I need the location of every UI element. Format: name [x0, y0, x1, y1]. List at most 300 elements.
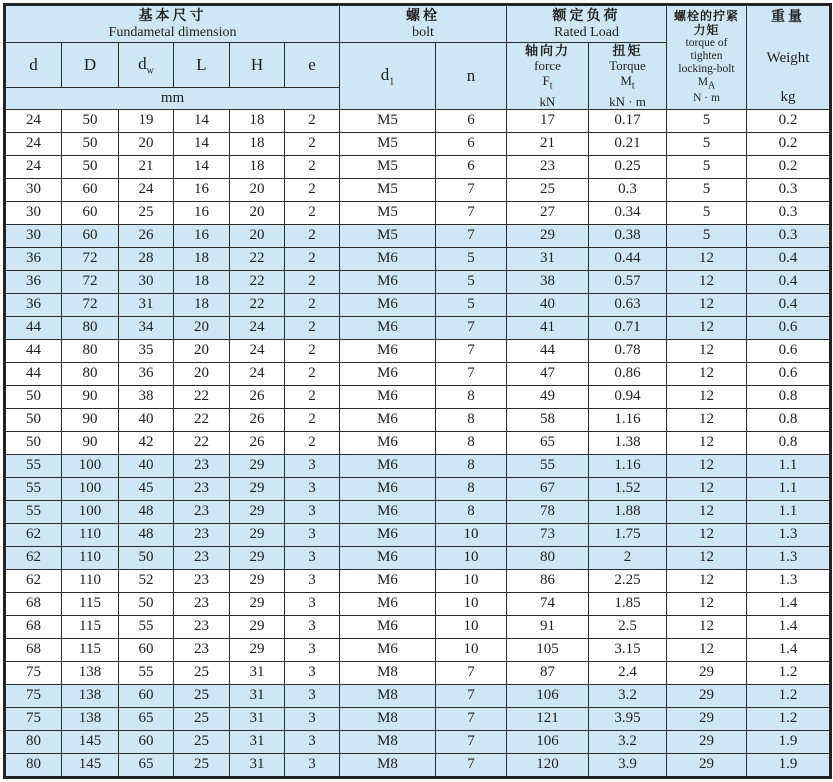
- table-cell: 31: [119, 293, 174, 316]
- table-cell: 1.85: [589, 592, 667, 615]
- table-cell: 60: [62, 178, 119, 201]
- table-cell: 48: [119, 523, 174, 546]
- header-weight-en: Weight: [766, 49, 810, 66]
- table-cell: M6: [340, 523, 436, 546]
- table-cell: 26: [230, 408, 285, 431]
- header-col-D: D: [62, 43, 119, 88]
- table-cell: 75: [5, 707, 62, 730]
- table-header: [5, 5, 831, 110]
- table-cell: 23: [174, 592, 230, 615]
- table-cell: 6: [436, 132, 507, 155]
- table-row: [5, 201, 831, 224]
- table-cell: 3: [285, 615, 340, 638]
- table-cell: 55: [119, 661, 174, 684]
- table-cell: 50: [5, 408, 62, 431]
- table-cell: 18: [174, 270, 230, 293]
- header-locking-torque-en-3: locking-bolt: [678, 63, 735, 76]
- table-row: [5, 569, 831, 592]
- table-cell: 5: [436, 270, 507, 293]
- table-cell: 24: [230, 316, 285, 339]
- table-cell: 1.88: [589, 500, 667, 523]
- table-cell: 138: [62, 661, 119, 684]
- header-torque-symbol: $M_t$: [620, 73, 635, 92]
- table-cell: M8: [340, 684, 436, 707]
- table-cell: 49: [507, 385, 589, 408]
- table-cell: 10: [436, 523, 507, 546]
- table-cell: 22: [230, 270, 285, 293]
- table-cell: 62: [5, 569, 62, 592]
- table-cell: M5: [340, 109, 436, 132]
- table-cell: 7: [436, 753, 507, 777]
- table-cell: 120: [507, 753, 589, 777]
- table-cell: M6: [340, 339, 436, 362]
- table-cell: M6: [340, 293, 436, 316]
- table-cell: 75: [5, 661, 62, 684]
- header-col-e: e: [285, 43, 340, 88]
- table-cell: 0.3: [747, 201, 831, 224]
- header-bolt: [340, 5, 507, 43]
- table-cell: 24: [230, 339, 285, 362]
- table-cell: 8: [436, 431, 507, 454]
- table-cell: 80: [5, 753, 62, 777]
- table-cell: 29: [667, 730, 747, 753]
- table-cell: 29: [230, 569, 285, 592]
- table-cell: 16: [174, 178, 230, 201]
- table-cell: 74: [507, 592, 589, 615]
- table-cell: 58: [507, 408, 589, 431]
- table-cell: 0.8: [747, 385, 831, 408]
- table-cell: 1.9: [747, 730, 831, 753]
- header-axial-force-cn: 轴向力: [524, 43, 570, 58]
- table-cell: 60: [119, 730, 174, 753]
- header-col-H: H: [230, 43, 285, 88]
- table-cell: 44: [507, 339, 589, 362]
- table-cell: 2: [589, 546, 667, 569]
- table-cell: 0.57: [589, 270, 667, 293]
- table-cell: 12: [667, 569, 747, 592]
- table-cell: 12: [667, 477, 747, 500]
- table-row: [5, 109, 831, 132]
- table-cell: 14: [174, 109, 230, 132]
- table-cell: 31: [230, 661, 285, 684]
- table-cell: 30: [5, 178, 62, 201]
- header-bolt-en: bolt: [412, 24, 434, 40]
- table-cell: 7: [436, 224, 507, 247]
- table-cell: 50: [119, 592, 174, 615]
- table-cell: M6: [340, 500, 436, 523]
- table-cell: M6: [340, 385, 436, 408]
- table-cell: 5: [436, 247, 507, 270]
- table-cell: 50: [119, 546, 174, 569]
- table-cell: M6: [340, 270, 436, 293]
- table-row: [5, 339, 831, 362]
- table-cell: 0.3: [747, 224, 831, 247]
- table-cell: 29: [230, 523, 285, 546]
- table-cell: 26: [119, 224, 174, 247]
- table-cell: 1.9: [747, 753, 831, 777]
- header-group-row: [5, 5, 831, 43]
- header-locking-torque-en-1: torque of: [685, 37, 728, 50]
- table-cell: 0.6: [747, 316, 831, 339]
- table-cell: 1.4: [747, 638, 831, 661]
- table-cell: 47: [507, 362, 589, 385]
- header-rated-load: [507, 5, 667, 43]
- table-cell: 22: [230, 247, 285, 270]
- table-cell: 25: [174, 730, 230, 753]
- table-cell: 55: [5, 477, 62, 500]
- table-row: [5, 293, 831, 316]
- table-cell: 25: [507, 178, 589, 201]
- table-cell: 80: [62, 362, 119, 385]
- table-cell: 23: [507, 155, 589, 178]
- table-cell: 25: [174, 684, 230, 707]
- table-cell: 1.1: [747, 454, 831, 477]
- table-cell: 19: [119, 109, 174, 132]
- table-cell: 2.25: [589, 569, 667, 592]
- table-cell: 12: [667, 431, 747, 454]
- table-cell: 25: [174, 753, 230, 777]
- table-cell: 5: [667, 109, 747, 132]
- table-cell: 7: [436, 707, 507, 730]
- table-cell: 20: [174, 316, 230, 339]
- table-cell: 8: [436, 454, 507, 477]
- header-fundamental-dimension: [5, 5, 340, 43]
- table-cell: 72: [62, 293, 119, 316]
- spec-table: [3, 3, 832, 779]
- table-cell: 3.15: [589, 638, 667, 661]
- table-cell: 31: [230, 684, 285, 707]
- table-cell: 12: [667, 615, 747, 638]
- table-cell: 1.52: [589, 477, 667, 500]
- table-cell: 0.63: [589, 293, 667, 316]
- table-cell: 10: [436, 615, 507, 638]
- table-cell: 12: [667, 546, 747, 569]
- table-cell: 78: [507, 500, 589, 523]
- table-row: [5, 477, 831, 500]
- table-cell: 2: [285, 109, 340, 132]
- table-cell: 24: [119, 178, 174, 201]
- table-cell: 110: [62, 523, 119, 546]
- table-cell: 26: [230, 431, 285, 454]
- table-cell: 16: [174, 224, 230, 247]
- header-col-L: L: [174, 43, 230, 88]
- table-cell: 145: [62, 753, 119, 777]
- table-cell: 5: [667, 178, 747, 201]
- table-cell: 12: [667, 293, 747, 316]
- table-cell: 42: [119, 431, 174, 454]
- table-cell: 29: [507, 224, 589, 247]
- header-locking-torque-en-2: tighten: [690, 50, 723, 63]
- table-cell: M6: [340, 431, 436, 454]
- table-cell: 7: [436, 684, 507, 707]
- table-cell: 121: [507, 707, 589, 730]
- table-cell: 29: [667, 707, 747, 730]
- table-cell: 10: [436, 638, 507, 661]
- table-cell: 2.5: [589, 615, 667, 638]
- table-cell: 3: [285, 684, 340, 707]
- table-cell: 3: [285, 730, 340, 753]
- table-row: [5, 707, 831, 730]
- table-cell: 80: [5, 730, 62, 753]
- header-weight-unit: kg: [780, 89, 796, 106]
- table-cell: 3: [285, 500, 340, 523]
- table-cell: 100: [62, 500, 119, 523]
- table-cell: 0.8: [747, 408, 831, 431]
- table-cell: 55: [507, 454, 589, 477]
- table-cell: 1.3: [747, 546, 831, 569]
- table-cell: 1.4: [747, 592, 831, 615]
- table-cell: 100: [62, 477, 119, 500]
- table-cell: 72: [62, 270, 119, 293]
- table-cell: 1.38: [589, 431, 667, 454]
- table-cell: 65: [507, 431, 589, 454]
- table-cell: 5: [667, 224, 747, 247]
- table-cell: 12: [667, 408, 747, 431]
- table-cell: 3: [285, 569, 340, 592]
- table-cell: 40: [507, 293, 589, 316]
- table-cell: 72: [62, 247, 119, 270]
- table-cell: 12: [667, 454, 747, 477]
- table-cell: 26: [230, 385, 285, 408]
- header-axial-force-symbol: $F_t$: [542, 73, 553, 92]
- table-cell: 90: [62, 408, 119, 431]
- table-cell: 29: [667, 684, 747, 707]
- header-rated-load-cn: 额定负荷: [552, 8, 621, 24]
- table-row: [5, 316, 831, 339]
- table-cell: 31: [507, 247, 589, 270]
- table-cell: M5: [340, 132, 436, 155]
- table-cell: 80: [62, 316, 119, 339]
- table-row: [5, 385, 831, 408]
- table-cell: 3: [285, 638, 340, 661]
- table-cell: 5: [667, 155, 747, 178]
- table-cell: 7: [436, 339, 507, 362]
- table-cell: M8: [340, 753, 436, 777]
- table-cell: 1.1: [747, 500, 831, 523]
- table-cell: 29: [230, 477, 285, 500]
- table-cell: 50: [5, 431, 62, 454]
- table-cell: 2: [285, 270, 340, 293]
- table-cell: 30: [119, 270, 174, 293]
- table-cell: 0.2: [747, 155, 831, 178]
- table-cell: 22: [230, 293, 285, 316]
- table-cell: 28: [119, 247, 174, 270]
- table-row: [5, 546, 831, 569]
- header-axial-force-en: force: [534, 58, 561, 73]
- table-cell: 36: [5, 247, 62, 270]
- table-cell: 80: [62, 339, 119, 362]
- table-cell: 30: [5, 201, 62, 224]
- table-cell: 8: [436, 385, 507, 408]
- table-cell: 12: [667, 247, 747, 270]
- table-cell: 0.4: [747, 247, 831, 270]
- table-cell: 60: [62, 224, 119, 247]
- table-cell: 87: [507, 661, 589, 684]
- table-row: [5, 362, 831, 385]
- table-cell: 115: [62, 615, 119, 638]
- table-cell: 23: [174, 523, 230, 546]
- header-torque-en: Torque: [609, 58, 646, 73]
- table-cell: 20: [119, 132, 174, 155]
- table-cell: 45: [119, 477, 174, 500]
- table-cell: 3: [285, 477, 340, 500]
- table-cell: 2: [285, 201, 340, 224]
- table-cell: 31: [230, 707, 285, 730]
- table-cell: 23: [174, 454, 230, 477]
- table-cell: 6: [436, 109, 507, 132]
- table-row: [5, 661, 831, 684]
- table-cell: 25: [174, 707, 230, 730]
- table-cell: 38: [119, 385, 174, 408]
- table-cell: 18: [174, 247, 230, 270]
- table-cell: 40: [119, 454, 174, 477]
- table-row: [5, 500, 831, 523]
- table-cell: 1.2: [747, 661, 831, 684]
- table-cell: 80: [507, 546, 589, 569]
- table-cell: 25: [174, 661, 230, 684]
- table-cell: 20: [230, 224, 285, 247]
- table-cell: 2: [285, 178, 340, 201]
- table-cell: 31: [230, 730, 285, 753]
- table-cell: 22: [174, 431, 230, 454]
- table-cell: 23: [174, 638, 230, 661]
- table-cell: 3: [285, 661, 340, 684]
- table-cell: 62: [5, 546, 62, 569]
- table-cell: 7: [436, 661, 507, 684]
- table-cell: 25: [119, 201, 174, 224]
- table-cell: 23: [174, 477, 230, 500]
- table-cell: 105: [507, 638, 589, 661]
- table-cell: 1.75: [589, 523, 667, 546]
- table-cell: 7: [436, 201, 507, 224]
- table-cell: 0.71: [589, 316, 667, 339]
- table-cell: 12: [667, 592, 747, 615]
- table-row: [5, 454, 831, 477]
- table-cell: 0.17: [589, 109, 667, 132]
- table-cell: 91: [507, 615, 589, 638]
- table-row: [5, 523, 831, 546]
- table-row: [5, 431, 831, 454]
- table-cell: M8: [340, 661, 436, 684]
- header-axial-force-unit: kN: [539, 93, 556, 109]
- table-cell: 12: [667, 339, 747, 362]
- table-row: [5, 247, 831, 270]
- table-cell: 67: [507, 477, 589, 500]
- table-cell: 52: [119, 569, 174, 592]
- table-cell: M6: [340, 615, 436, 638]
- table-cell: 24: [5, 109, 62, 132]
- table-cell: 44: [5, 339, 62, 362]
- header-rated-load-en: Rated Load: [554, 24, 619, 40]
- table-cell: 1.4: [747, 615, 831, 638]
- table-cell: 90: [62, 385, 119, 408]
- table-cell: 0.78: [589, 339, 667, 362]
- table-cell: M5: [340, 224, 436, 247]
- table-row: [5, 270, 831, 293]
- table-cell: 6: [436, 155, 507, 178]
- table-cell: 55: [5, 454, 62, 477]
- table-cell: 44: [5, 316, 62, 339]
- table-cell: 29: [667, 661, 747, 684]
- table-cell: 5: [667, 201, 747, 224]
- table-cell: M6: [340, 454, 436, 477]
- table-cell: 14: [174, 155, 230, 178]
- table-cell: 2: [285, 293, 340, 316]
- table-cell: 29: [667, 753, 747, 777]
- table-cell: M8: [340, 730, 436, 753]
- table-cell: 23: [174, 615, 230, 638]
- table-cell: 27: [507, 201, 589, 224]
- header-axial-force: [507, 43, 589, 110]
- table-row: [5, 592, 831, 615]
- table-cell: 60: [62, 201, 119, 224]
- table-cell: 3.9: [589, 753, 667, 777]
- table-cell: M5: [340, 155, 436, 178]
- table-cell: M6: [340, 247, 436, 270]
- table-cell: 35: [119, 339, 174, 362]
- table-cell: 2: [285, 247, 340, 270]
- table-cell: 106: [507, 684, 589, 707]
- table-cell: 29: [230, 592, 285, 615]
- header-fundamental-dimension-en: Fundametal dimension: [108, 24, 237, 40]
- table-cell: 36: [5, 293, 62, 316]
- table-cell: 65: [119, 707, 174, 730]
- table-cell: 50: [62, 109, 119, 132]
- header-torque-unit: kN · m: [609, 93, 646, 109]
- table-cell: 145: [62, 730, 119, 753]
- table-row: [5, 615, 831, 638]
- table-row: [5, 155, 831, 178]
- table-cell: 0.6: [747, 339, 831, 362]
- table-cell: 7: [436, 178, 507, 201]
- header-col-d: d: [5, 43, 62, 88]
- table-cell: 41: [507, 316, 589, 339]
- table-cell: 36: [5, 270, 62, 293]
- table-cell: 50: [62, 132, 119, 155]
- table-cell: 0.86: [589, 362, 667, 385]
- table-cell: M6: [340, 362, 436, 385]
- table-row: [5, 753, 831, 777]
- table-cell: 36: [119, 362, 174, 385]
- table-cell: M5: [340, 178, 436, 201]
- table-cell: 12: [667, 270, 747, 293]
- table-cell: 3: [285, 454, 340, 477]
- table-cell: 1.3: [747, 523, 831, 546]
- table-row: [5, 178, 831, 201]
- table-cell: 18: [230, 109, 285, 132]
- table-cell: 1.3: [747, 569, 831, 592]
- header-col-d1: $d_1$: [340, 43, 436, 110]
- header-col-n: n: [436, 43, 507, 110]
- table-cell: 3.2: [589, 684, 667, 707]
- header-torque-cn: 扭矩: [612, 43, 643, 58]
- table-cell: 2: [285, 362, 340, 385]
- table-cell: 24: [5, 155, 62, 178]
- table-cell: 1.2: [747, 707, 831, 730]
- header-fundamental-dimension-cn: 基本尺寸: [138, 8, 207, 24]
- table-body: [5, 109, 831, 777]
- table-cell: 2: [285, 224, 340, 247]
- table-cell: 90: [62, 431, 119, 454]
- table-cell: 50: [5, 385, 62, 408]
- table-cell: 115: [62, 592, 119, 615]
- header-locking-torque-symbol: $M_A$: [697, 76, 716, 92]
- table-cell: 2: [285, 316, 340, 339]
- table-cell: 7: [436, 730, 507, 753]
- table-cell: 12: [667, 316, 747, 339]
- header-bolt-cn: 螺栓: [406, 8, 440, 24]
- table-cell: M6: [340, 546, 436, 569]
